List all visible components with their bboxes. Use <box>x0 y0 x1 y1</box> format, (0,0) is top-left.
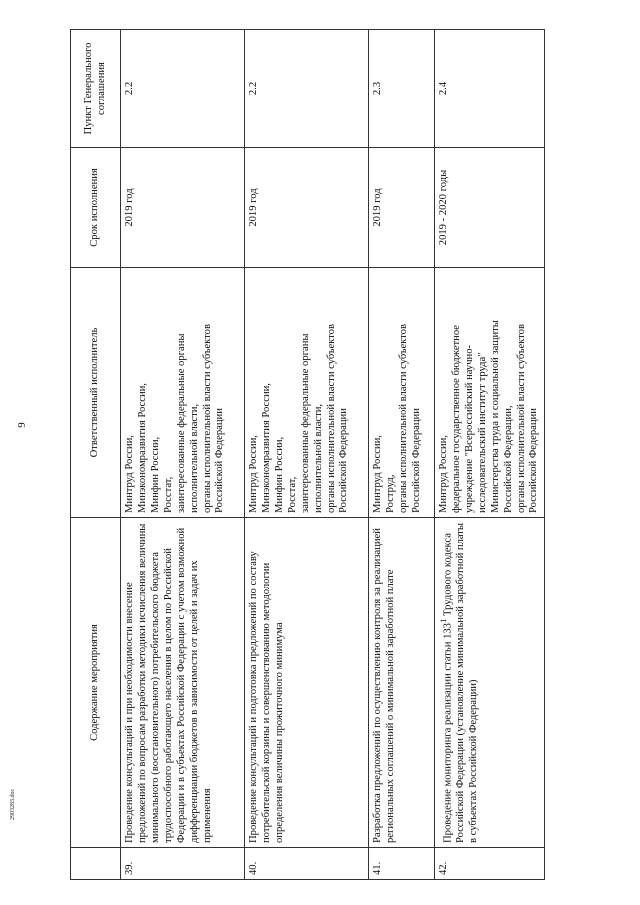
executor-line: Минэкономразвития России, <box>260 383 272 513</box>
executor-line: Министерства труда и социальной защиты Российской Федерации, <box>489 317 514 513</box>
row-term: 2019 год <box>369 148 435 268</box>
document-code: 2903283.doc <box>10 788 16 820</box>
executor-line: органы исполнительной власти субъектов Российской Федерации <box>201 321 226 513</box>
row-number: 42. <box>435 848 545 880</box>
executor-line: Минтруд России, <box>124 435 135 513</box>
header-executor: Ответственный исполнитель <box>71 268 121 518</box>
table-row <box>245 30 369 880</box>
executor-line: Минэкономразвития России, <box>136 383 148 513</box>
row-content: Разработка предложений по осуществлению контроля за реализацией региональных соглашений о минимальной заработной плате <box>369 518 435 848</box>
row-term: 2019 год <box>121 148 245 268</box>
row-number: 39. <box>121 848 245 880</box>
executor-line: органы исполнительной власти субъектов Российской Федерации <box>397 321 422 513</box>
table-header-row <box>71 30 121 880</box>
executor-line: заинтересованные федеральные органы исполнительной власти, <box>175 330 200 513</box>
page-number: 9 <box>16 422 28 428</box>
row-clause: 2.3 <box>369 30 435 148</box>
row-executor <box>121 268 245 518</box>
row-clause: 2.2 <box>245 30 369 148</box>
row-number: 41. <box>369 848 435 880</box>
row-number: 40. <box>245 848 369 880</box>
header-term: Срок исполнения <box>71 148 121 268</box>
row-content: Проведение консультаций и подготовка предложений по составу потребительской корзины и совершенствованию методологии определения величины прожиточного минимума <box>245 518 369 848</box>
header-content: Содержание мероприятия <box>71 518 121 848</box>
executor-line: Минтруд России, <box>438 435 449 513</box>
row-clause: 2.2 <box>121 30 245 148</box>
executor-line: Минтруд России, <box>372 435 383 513</box>
executor-line: Роструд, <box>384 474 396 513</box>
content-superscript: 1 <box>438 618 448 624</box>
header-number <box>71 848 121 880</box>
row-executor <box>369 268 435 518</box>
executor-line: Минтруд России, <box>248 435 259 513</box>
executor-line: Росстат, <box>162 476 174 513</box>
row-content: Проведение консультаций и при необходимости внесение предложений по вопросам разработки методики исчисления величины минимального (восстановительного) потребительского бюджета трудоспособного работающего населения в целом по Российской Федерации и в субъектах Российской Федерации с учетом возможной дифференциации бюджетов в зависимости от целей и задач их применения <box>121 518 245 848</box>
content-text: Трудового кодекса Российской Федерации (установление минимальной заработной платы в субъектах Российской Федерации) <box>442 522 480 843</box>
row-executor <box>435 268 545 518</box>
row-content <box>435 518 545 848</box>
row-clause: 2.4 <box>435 30 545 148</box>
executor-line: Минфин России, <box>149 436 161 513</box>
rotated-page-content <box>70 30 610 880</box>
action-plan-table <box>70 29 545 880</box>
executor-line: Росстат, <box>286 476 298 513</box>
executor-line: федеральное государственное бюджетное учреждение "Всероссийский научно-исследовательский институт труда" <box>450 322 488 513</box>
table-row <box>435 30 545 880</box>
row-term: 2019 - 2020 годы <box>435 148 545 268</box>
content-text: Проведение мониторинга реализации статьи 133 <box>442 623 454 843</box>
executor-line: органы исполнительной власти субъектов Российской Федерации <box>325 321 350 513</box>
table-row <box>369 30 435 880</box>
row-term: 2019 год <box>245 148 369 268</box>
table-row <box>121 30 245 880</box>
executor-line: органы исполнительной власти субъектов Российской Федерации <box>515 321 540 513</box>
executor-line: Минфин России, <box>273 436 285 513</box>
row-executor <box>245 268 369 518</box>
executor-line: заинтересованные федеральные органы исполнительной власти, <box>299 330 324 513</box>
header-clause: Пункт Генерального соглашения <box>71 30 121 148</box>
